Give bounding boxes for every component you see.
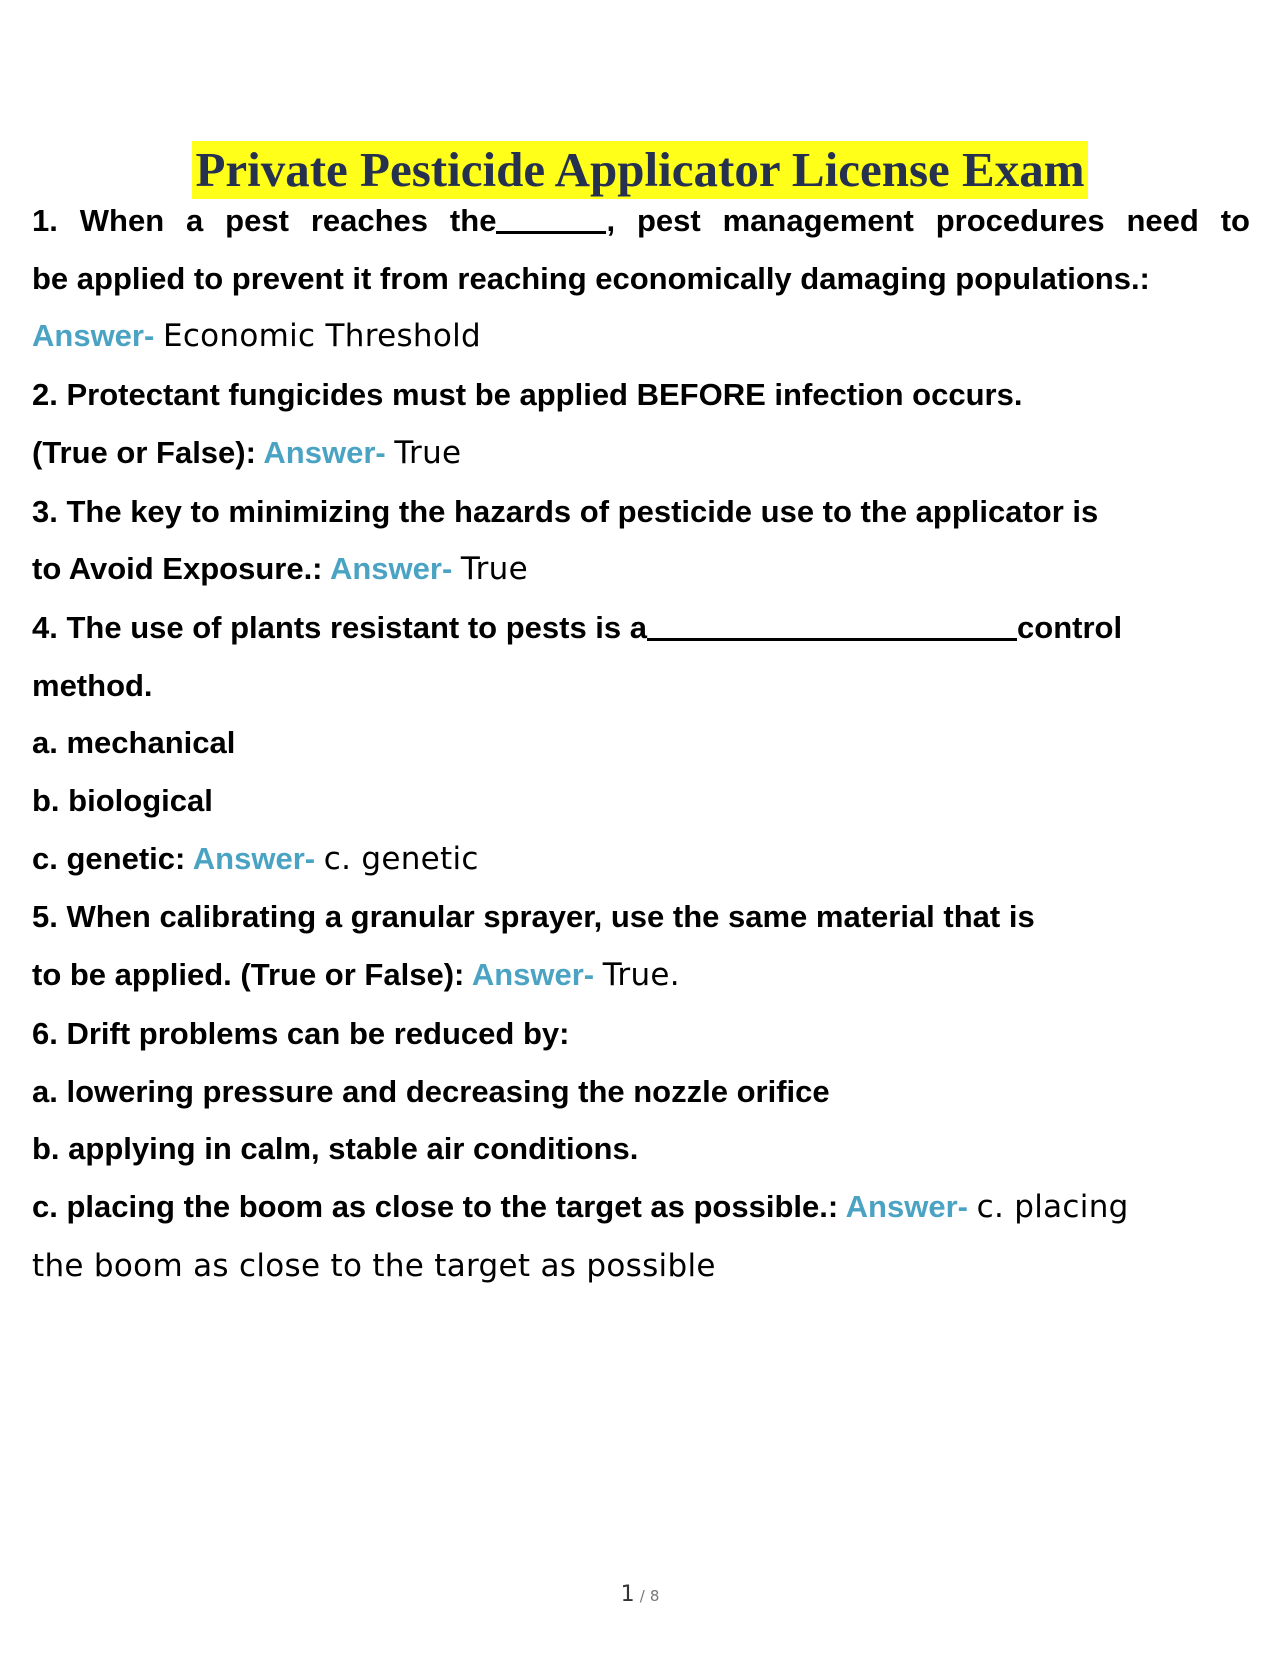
q1-answer-line xyxy=(32,307,1250,366)
q6-option-b-text: b. applying in calm, stable air conditions. xyxy=(32,1131,639,1167)
q4-option-a xyxy=(32,714,1250,772)
q5-line1 xyxy=(32,888,1250,946)
q2-answer-label: Answer- xyxy=(263,434,386,470)
q6-option-c-text: c. placing the boom as close to the target as possible.: xyxy=(32,1188,839,1224)
question-list xyxy=(32,192,1250,1295)
title-wrap xyxy=(0,141,1280,199)
q3-line2 xyxy=(32,540,1250,599)
q3-line1 xyxy=(32,483,1250,541)
q1-line2 xyxy=(32,250,1250,308)
q4-line2 xyxy=(32,657,1250,715)
q6-answer-line2 xyxy=(32,1237,1250,1296)
page-separator: / xyxy=(639,1587,645,1605)
q5-answer: True. xyxy=(602,957,680,994)
q4-option-b xyxy=(32,772,1250,830)
q4-option-a-text: a. mechanical xyxy=(32,725,236,761)
q1-answer: Economic Threshold xyxy=(162,318,482,355)
q4-answer-label: Answer- xyxy=(192,840,316,876)
q5-text: 5. When calibrating a granular sprayer, use the same material that is xyxy=(32,899,1035,935)
q6-answer-part2: the boom as close to the target as possible xyxy=(32,1247,716,1284)
q5-answer-label: Answer- xyxy=(471,957,595,993)
q4-blank xyxy=(647,612,1017,641)
q3-text-line2: to Avoid Exposure.: xyxy=(32,551,323,587)
q5-text-line2: to be applied. (True or False): xyxy=(32,957,465,993)
q4-option-c xyxy=(32,830,1250,889)
q1-text-before: 1. When a pest reaches the xyxy=(32,203,497,238)
page-total: 8 xyxy=(649,1587,660,1605)
q3-answer: True xyxy=(460,551,528,588)
q1-text-line2: be applied to prevent it from reaching economically damaging populations.: xyxy=(32,260,1150,296)
q5-line2 xyxy=(32,946,1250,1005)
page-indicator xyxy=(0,1582,1280,1607)
q6-answer-part1: c. placing xyxy=(976,1188,1129,1225)
q1-line1 xyxy=(32,192,1250,250)
q1-text-after: , pest management procedures need to xyxy=(606,203,1250,238)
q4-option-b-text: b. biological xyxy=(32,783,213,819)
q4-text-before: 4. The use of plants resistant to pests is a xyxy=(32,609,648,645)
q4-text-after: control xyxy=(1017,609,1123,645)
q3-answer-label: Answer- xyxy=(329,551,453,587)
q2-text: 2. Protectant fungicides must be applied BEFORE infection occurs. xyxy=(32,377,1023,413)
q6-text: 6. Drift problems can be reduced by: xyxy=(32,1015,570,1051)
page-title: Private Pesticide Applicator License Exam xyxy=(192,141,1087,199)
q2-answer: True xyxy=(394,434,462,471)
q2-line2 xyxy=(32,424,1250,483)
q6-option-a xyxy=(32,1063,1250,1121)
q4-option-c-text: c. genetic: xyxy=(32,840,186,876)
q6-option-c xyxy=(32,1178,1250,1237)
q6-answer-label: Answer- xyxy=(845,1188,968,1224)
page-current: 1 xyxy=(620,1582,635,1607)
q2-text-line2: (True or False): xyxy=(32,434,256,470)
q1-answer-label: Answer- xyxy=(32,318,155,354)
q6-option-b xyxy=(32,1120,1250,1178)
q6-option-a-text: a. lowering pressure and decreasing the nozzle orifice xyxy=(32,1073,830,1109)
q1-blank xyxy=(496,205,606,234)
q3-text: 3. The key to minimizing the hazards of pesticide use to the applicator is xyxy=(32,493,1099,529)
q2-line1 xyxy=(32,366,1250,424)
q4-line1 xyxy=(32,599,1250,657)
q6-line1 xyxy=(32,1005,1250,1063)
q4-answer: c. genetic xyxy=(323,840,479,877)
q4-text-line2: method. xyxy=(32,667,153,703)
